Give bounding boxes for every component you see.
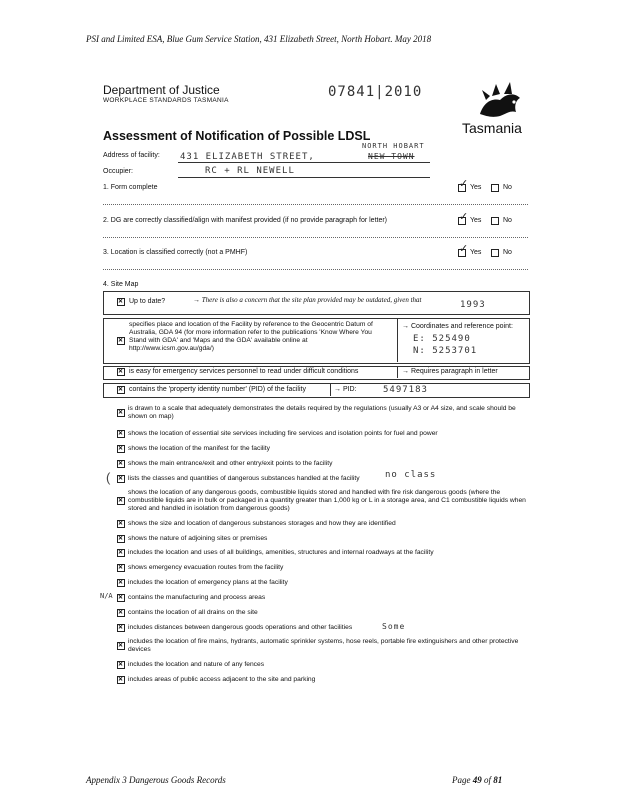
checklist-item: shows the location of essential site services including fire services and isolation points for fuel and power (128, 430, 438, 437)
checklist-item: shows the nature of adjoining sites or premises (128, 535, 268, 542)
occupier-value: RC + RL NEWELL (205, 166, 295, 176)
question-1: 1. Form complete (103, 184, 158, 191)
easy-read-divider (397, 366, 398, 378)
checklist-checkbox[interactable] (117, 409, 125, 417)
form-title: Assessment of Notification of Possible LDSL (103, 129, 371, 143)
checklist-checkbox[interactable] (117, 642, 125, 650)
site-map-heading: 4. Site Map (103, 281, 139, 288)
checklist-item: is drawn to a scale that adequately demonstrates the details required by the regulations (usually A3 or A4 size, and scale should be shown on map) (128, 405, 516, 420)
department-name: Department of Justice (103, 83, 220, 97)
checklist-checkbox[interactable] (117, 676, 125, 684)
geo-box-divider (397, 318, 398, 362)
checklist-checkbox[interactable] (117, 497, 125, 505)
checklist-item: shows the location of any dangerous goods, combustible liquids stored and handled with fire risk dangerous goods (where the combustible liquids are in bulk or packaged in a quantity greater than 1,000 kg or L in a storage area, and C1 combustible liquids when stored and handled in isolation from dangerous goods) (128, 489, 526, 512)
checklist-item: includes the location of emergency plans at the facility (128, 579, 288, 586)
address-value: 431 ELIZABETH STREET, (180, 152, 315, 162)
margin-bracket: ( (106, 470, 111, 485)
page-number (452, 775, 502, 785)
checklist-checkbox[interactable] (117, 609, 125, 617)
footer-appendix: Appendix 3 Dangerous Goods Records (86, 775, 226, 785)
checklist-checkbox[interactable] (117, 661, 125, 669)
q2-no-checkbox[interactable] (491, 217, 499, 225)
page-of: of (481, 775, 494, 785)
checklist-item: contains the location of all drains on the site (128, 609, 258, 616)
checklist-item: shows emergency evacuation routes from the facility (128, 564, 284, 571)
checklist-checkbox[interactable] (117, 535, 125, 543)
handwritten-note: Some (382, 622, 406, 631)
pid-checkbox[interactable] (117, 386, 125, 394)
question-3: 3. Location is classified correctly (not a PMHF) (103, 249, 248, 256)
logo-wordmark: Tasmania (462, 120, 522, 136)
address-label: Address of facility: (103, 152, 160, 159)
coordinate-easting: E: 525490 (413, 334, 471, 344)
plan-year: 1993 (460, 300, 486, 310)
checklist-checkbox[interactable] (117, 549, 125, 557)
divider (103, 237, 528, 238)
checklist-item: includes distances between dangerous goods operations and other facilities (128, 624, 353, 631)
question-2: 2. DG are correctly classified/align with manifest provided (if no provide paragraph for letter) (103, 217, 388, 224)
address-correction: NORTH HOBART (362, 142, 425, 150)
easy-read-checkbox[interactable] (117, 368, 125, 376)
tasmanian-devil-logo (470, 76, 530, 122)
q3-yes-label: Yes (470, 249, 482, 256)
occupier-label: Occupier: (103, 168, 133, 175)
divider (103, 269, 528, 270)
checklist-item: lists the classes and quantities of dangerous substances handled at the facility (128, 475, 360, 482)
pid-text: contains the 'property identity number' (PID) of the facility (129, 386, 306, 393)
page-prefix: Page (452, 775, 473, 785)
page-current: 49 (472, 775, 482, 785)
checklist-item: includes the location of fire mains, hydrants, automatic sprinkler systems, hose reels, portable fire extinguishers and other protective devices (128, 638, 519, 653)
geo-datum-checkbox[interactable] (117, 337, 125, 345)
q2-check-mark: ✓ (459, 211, 469, 223)
document-citation: PSI and Limited ESA, Blue Gum Service Station, 431 Elizabeth Street, North Hobart. May 2018 (86, 34, 432, 44)
checklist-item: includes areas of public access adjacent to the site and parking (128, 676, 316, 683)
checklist-checkbox[interactable] (117, 520, 125, 528)
checklist-item: shows the size and location of dangerous substances storages and how they are identified (128, 520, 396, 527)
coordinates-label: → Coordinates and reference point: (402, 323, 513, 330)
checklist-item: includes the location and uses of all buildings, amenities, structures and internal roadways at the facility (128, 549, 434, 556)
q2-yes-label: Yes (470, 217, 482, 224)
checklist-item: shows the main entrance/exit and other entry/exit points to the facility (128, 460, 333, 467)
checklist-checkbox[interactable] (117, 430, 125, 438)
address-underline (178, 162, 430, 163)
pid-label: → PID: (334, 386, 357, 393)
checklist-checkbox[interactable] (117, 594, 125, 602)
division-name: WORKPLACE STANDARDS TASMANIA (103, 97, 229, 104)
checklist-checkbox[interactable] (117, 579, 125, 587)
checklist-checkbox[interactable] (117, 564, 125, 572)
address-struck: NEW TOWN (368, 152, 415, 161)
q1-no-label: No (503, 184, 512, 191)
na-annotation: N/A (100, 592, 113, 600)
up-to-date-label: Up to date? (129, 298, 166, 305)
geo-datum-text: specifies place and location of the Facility by reference to the Geocentric Datum of Australia, GDA 94 (for more information refer to the publications 'Know Where You Stand with GDA' and 'Maps and the GDA' available online at http://www.icsm.gov.au/gda/) (129, 321, 373, 352)
pid-divider (330, 383, 331, 396)
checklist-item: shows the location of the manifest for the facility (128, 445, 270, 452)
checklist-checkbox[interactable] (117, 460, 125, 468)
reference-number: 07841|2010 (328, 84, 423, 100)
handwritten-note: no class (385, 470, 437, 480)
checklist-checkbox[interactable] (117, 624, 125, 632)
checklist-item: contains the manufacturing and process areas (128, 594, 266, 601)
checklist-checkbox[interactable] (117, 445, 125, 453)
occupier-underline (178, 177, 430, 178)
checklist-checkbox[interactable] (117, 475, 125, 483)
outdated-concern: → There is also a concern that the site plan provided may be outdated, given that (193, 296, 422, 304)
q3-check-mark: ✓ (459, 243, 469, 255)
pid-value: 5497183 (383, 385, 428, 395)
q1-yes-label: Yes (470, 184, 482, 191)
q3-no-label: No (503, 249, 512, 256)
divider (103, 204, 528, 205)
easy-read-text: is easy for emergency services personnel to read under difficult conditions (129, 368, 359, 375)
q3-no-checkbox[interactable] (491, 249, 499, 257)
checklist-item: includes the location and nature of any fences (128, 661, 265, 668)
requires-paragraph: → Requires paragraph in letter (402, 368, 498, 375)
q1-check-mark: ✓ (459, 178, 469, 190)
up-to-date-checkbox[interactable] (117, 298, 125, 306)
coordinate-northing: N: 5253701 (413, 346, 478, 356)
q2-no-label: No (503, 217, 512, 224)
page-total: 81 (493, 775, 503, 785)
q1-no-checkbox[interactable] (491, 184, 499, 192)
